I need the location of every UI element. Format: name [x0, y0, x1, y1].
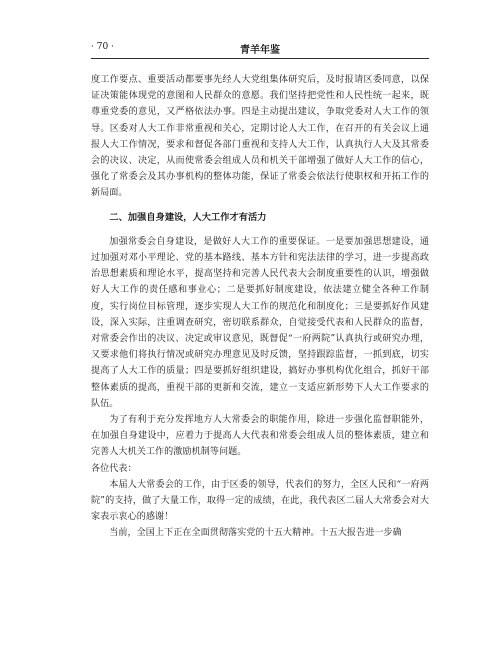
section-heading: 二、加强自身建设，人大工作才有活力	[109, 211, 267, 223]
paragraph-3: 为了有利于充分发挥地方人大常委会的职能作用，除进一步强化监督职能外，在加强自身建设中，应着力于提高人大代表和常委会组成人员的整体素质，建立和完善人大机关工作的激励机制等问题。	[91, 415, 429, 458]
paragraph-6: 当前，全国上下正在全面贯彻落实党的十五大精神。十五大报告进一步确	[109, 528, 402, 539]
body-text	[91, 72, 429, 542]
paragraph-1: 度工作要点、重要活动都要事先经人大党组集体研究后，及时报请区委同意，以保证决策能体现党的意图和人民群众的意愿。我们坚持把党性和人民性统一起来，既尊重党委的意见，又严格依法办事。四是主动提出建议，争取党委对人大工作的领导。区委对人大工作非常重视和关心，定期讨论人大工作，在召开的有关会议上通报人大工作情况，要求和督促各部门重视和支持人大工作，认真执行人大及其常委会的决议、决定，从而使常委会组成人员和机关干部增强了做好人大工作的信心，强化了常委会及其办事机构的整体功能，保证了常委会依法行使职权和开拓工作的新局面。	[91, 75, 429, 199]
paragraph-4: 各位代表：	[91, 463, 137, 474]
paragraph-2: 加强常委会自身建设，是做好人大工作的重要保证。一是要加强思想建设，通过加强对邓小平理论、党的基本路线、基本方针和宪法法律的学习，进一步提高政治思想素质和理论水平，提高坚持和完善人民代表大会制度重要性的认识，增强做好人大工作的责任感和事业心；二是要抓好制度建设，依法建立健全各种工作制度，实行岗位目标管理，逐步实现人大工作的规范化和制度化；三是要抓好作风建设，深入实际，注重调查研究，密切联系群众，自觉接受代表和人民群众的监督，对常委会作出的决议、决定或审议意见，既督促“一府两院”认真执行或研究办理，又要求他们将执行情况或研究办理意见及时反馈，坚持跟踪监督，一抓到底，切实提高了人大工作的质量；四是要抓好组织建设，搞好办事机构优化组合，抓好干部整体素质的提高，重视干部的更新和交流，建立一支适应新形势下人大工作要求的队伍。	[91, 236, 429, 409]
page-number: · 70 ·	[91, 42, 114, 52]
running-title: 青羊年鉴	[240, 45, 280, 56]
paragraph-5: 本届人大常委会的工作，由于区委的领导，代表们的努力，全区人民和“一府两院”的支持，做了大量工作，取得一定的成绩，在此，我代表区二届人大常委会对大家表示衷心的感谢！	[91, 479, 429, 523]
page-header	[91, 40, 429, 59]
